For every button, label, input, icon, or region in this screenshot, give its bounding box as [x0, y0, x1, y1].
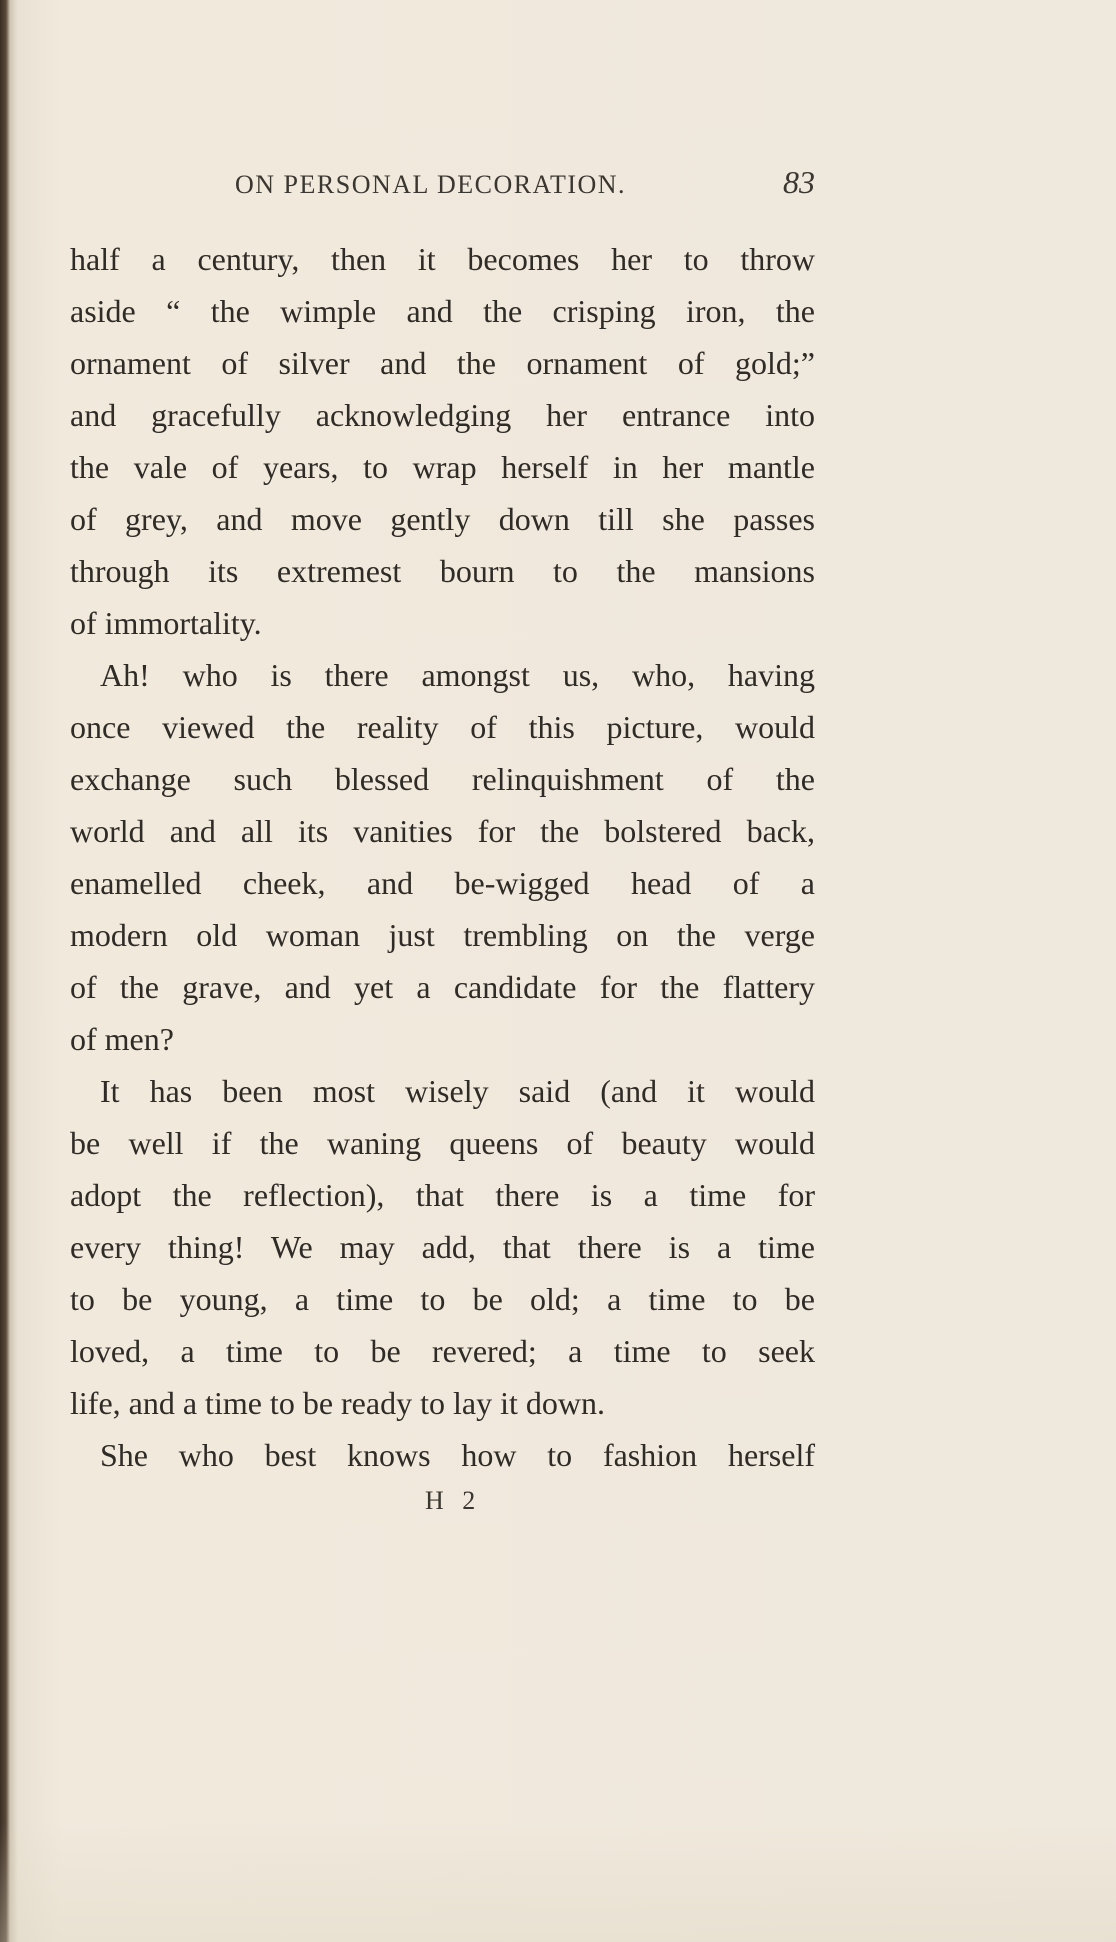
text-line: the vale of years, to wrap herself in her mantle: [70, 449, 815, 485]
text-line: Ah! who is there amongst us, who, having: [100, 657, 815, 693]
text-line: of the grave, and yet a candidate for the flattery: [70, 969, 815, 1005]
text-line: ornament of silver and the ornament of gold;”: [70, 345, 815, 381]
text-line: aside “ the wimple and the crisping iron, the: [70, 293, 815, 329]
text-line: It has been most wisely said (and it would: [100, 1073, 815, 1109]
text-line: half a century, then it becomes her to throw: [70, 241, 815, 277]
text-line: every thing! We may add, that there is a time: [70, 1229, 815, 1265]
running-head: [70, 164, 815, 204]
signature-mark: H 2: [425, 1486, 482, 1515]
text-line: of men?: [70, 1021, 174, 1057]
text-line: once viewed the reality of this picture, would: [70, 709, 815, 745]
text-line: through its extremest bourn to the mansions: [70, 553, 815, 589]
running-title: ON PERSONAL DECORATION.: [235, 170, 627, 199]
page-number: 83: [783, 164, 815, 200]
text-line: adopt the reflection), that there is a time for: [70, 1177, 815, 1213]
text-line: modern old woman just trembling on the verge: [70, 917, 815, 953]
text-line: of grey, and move gently down till she passes: [70, 501, 815, 537]
text-line: loved, a time to be revered; a time to seek: [70, 1333, 815, 1369]
text-line: She who best knows how to fashion herself: [100, 1437, 815, 1473]
text-line: life, and a time to be ready to lay it down.: [70, 1385, 605, 1421]
text-line: enamelled cheek, and be-wigged head of a: [70, 865, 815, 901]
text-line: of immortality.: [70, 605, 262, 641]
text-line: exchange such blessed relinquishment of the: [70, 761, 815, 797]
text-line: to be young, a time to be old; a time to be: [70, 1281, 815, 1317]
text-line: world and all its vanities for the bolstered back,: [70, 813, 815, 849]
text-line: be well if the waning queens of beauty would: [70, 1125, 815, 1161]
body-text: [70, 233, 815, 1481]
text-line: and gracefully acknowledging her entrance into: [70, 397, 815, 433]
